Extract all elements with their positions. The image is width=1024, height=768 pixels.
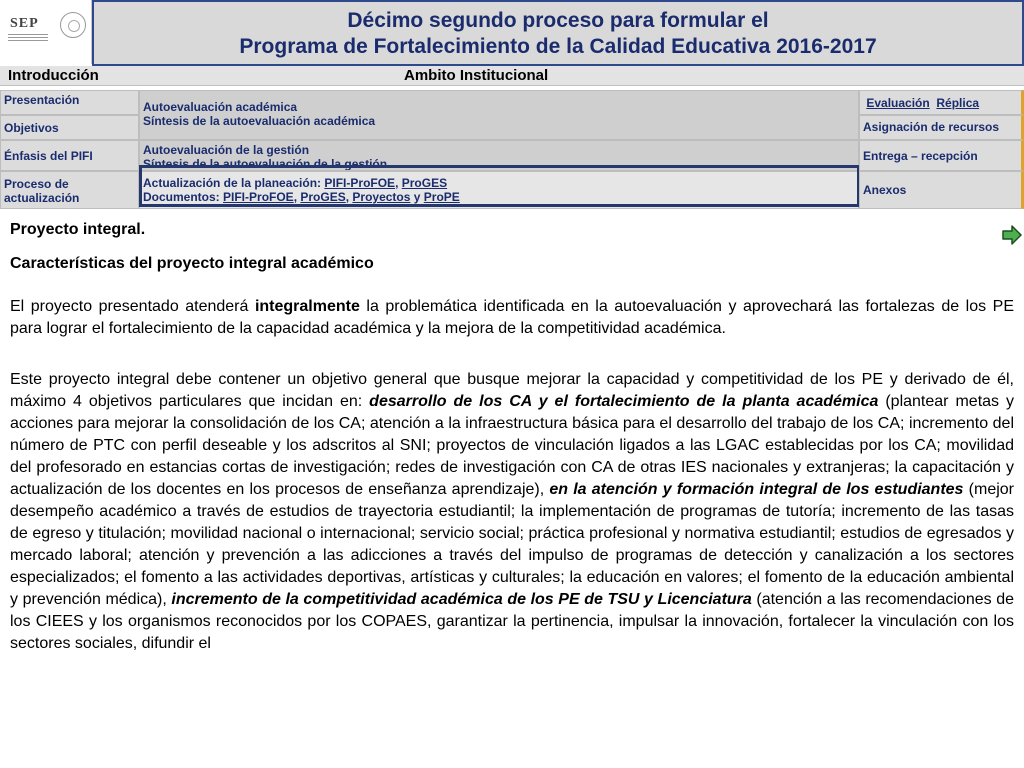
title-line-2: Programa de Fortalecimiento de la Calidad Educativa 2016-2017 (239, 35, 877, 58)
nav-objetivos-label: Objetivos (4, 121, 59, 135)
separator: , (293, 190, 301, 204)
actualizacion-prefix: Actualización de la planeación: (143, 176, 325, 190)
link-doc-prope[interactable]: ProPE (423, 190, 460, 204)
p2-text-2: (plantear metas y acciones para mejorar la consolidación de los CA; atención a la infraestructura básica para el desarrollo del trabajo de los CA; incremento del número de PTC con perfil deseable y los adscritos al SNI; proyectos de vinculación ligados a las LGAC establecidas por los CA; movilidad del profesorado en estancias cortas de investigación; redes de investigación con CA de otras IES nacionales y extranjeras; la capacitación y actualización de los docentes en los procesos de enseñanza aprendizaje), (10, 393, 1015, 498)
link-evaluacion[interactable]: Evaluación (866, 96, 930, 110)
nav-anexos-label: Anexos (863, 183, 907, 197)
nav-autoeval-academica-label[interactable]: Autoevaluación académica (143, 100, 298, 114)
p1-text-a: El proyecto presentado atenderá (10, 298, 255, 315)
nav-entrega[interactable] (859, 140, 1024, 171)
nav-evaluacion-replica (859, 90, 1024, 115)
separator: , (395, 176, 402, 190)
nav-enfasis[interactable] (0, 140, 139, 171)
nav-autoevaluacion-academica[interactable] (139, 90, 859, 140)
nav-sintesis-gestion-label[interactable]: Síntesis de la autoevaluación de la gestión (143, 157, 388, 171)
heading-caracteristicas: Características del proyecto integral académico (10, 255, 374, 272)
link-doc-proges[interactable]: ProGES (300, 190, 346, 204)
link-doc-pifi-profoe[interactable]: PIFI-ProFOE (223, 190, 294, 204)
separator: y (410, 190, 424, 204)
nav-objetivos[interactable] (0, 115, 139, 140)
p2-text-4: (atención a las recomendaciones de los CIEES y los organismos reconocidos por los COPAES, garantizar la pertinencia, impulsar la innovación, fortalecer la vinculación con los sectores sociales, difundir el (10, 591, 1014, 652)
link-replica[interactable]: Réplica (936, 96, 980, 110)
title-banner (92, 0, 1024, 66)
right-arrow-icon[interactable] (1002, 225, 1022, 245)
p2-emphasis-1: desarrollo de los CA y el fortalecimiento de la planta académica (369, 393, 879, 410)
paragraph-2 (10, 369, 1014, 655)
nav-presentacion-label: Presentación (4, 93, 80, 107)
p1-text-c: la problemática identificada en la autoevaluación y aprovechará las fortalezas de los PE para lograr el fortalecimiento de la capacidad académica y la mejora de la competitividad académica. (10, 298, 1014, 337)
section-bar (0, 66, 1024, 86)
nav-documentos-row (143, 190, 855, 204)
logo-lines (8, 34, 48, 42)
nav-presentacion[interactable] (0, 90, 139, 115)
nav-sintesis-academica-label[interactable]: Síntesis de la autoevaluación académica (143, 114, 376, 128)
nav-enfasis-label: Énfasis del PIFI (4, 149, 93, 163)
link-pifi-profoe[interactable]: PIFI-ProFOE (324, 176, 396, 190)
nav-actualizacion-row (143, 176, 855, 190)
p1-emphasis: integralmente (254, 298, 360, 315)
nav-proceso-label: Proceso de actualización (4, 177, 80, 205)
p2-emphasis-2: en la atención y formación integral de los estudiantes (549, 481, 964, 498)
title-line-1: Décimo segundo proceso para formular el (347, 9, 769, 32)
nav-asignacion[interactable] (859, 115, 1024, 140)
logo-area (0, 0, 92, 64)
p2-emphasis-3: incremento de la competitividad académica de los PE de TSU y Licenciatura (171, 591, 752, 608)
p2-text-3: (mejor desempeño académico a través de estudios de trayectoria estudiantil; la implementación de programas de tutoría; incremento de las tasas de egreso y titulación; movilidad nacional o internacional; servicio social; práctica profesional y normativa estudiantil; estudios de egresados y mercado laboral; atención y prevención a las adicciones a través del impulso de programas de detección y canalización a los sectores especializados; el fomento a las actividades deportivas, artísticas y culturales; la educación en valores; el fomento de la educación ambiental y prevención médica), (10, 481, 1014, 608)
nav-autoevaluacion-gestion[interactable] (139, 140, 859, 171)
nav-autoeval-gestion-label[interactable]: Autoevaluación de la gestión (143, 143, 310, 157)
documentos-prefix: Documentos: (143, 190, 224, 204)
sep-logo-text: SEP (10, 16, 39, 31)
intro-label[interactable]: Introducción (8, 67, 99, 84)
link-proges[interactable]: ProGES (401, 176, 448, 190)
heading-proyecto-integral: Proyecto integral. (10, 221, 146, 238)
nav-actualizacion[interactable] (139, 171, 859, 209)
p2-text-1: Este proyecto integral debe contener un objetivo general que busque mejorar la capacidad y competitividad de los PE y derivado de él, máximo 4 objetivos particulares que incidan en: (10, 371, 1014, 410)
ambito-label: Ambito Institucional (404, 67, 549, 84)
nav-proceso[interactable] (0, 171, 139, 209)
nav-anexos[interactable] (859, 171, 1024, 209)
link-doc-proyectos[interactable]: Proyectos (352, 190, 411, 204)
seal-icon (60, 12, 86, 38)
paragraph-1 (10, 296, 1014, 340)
nav-entrega-label: Entrega – recepción (863, 149, 978, 163)
nav-asignacion-label: Asignación de recursos (863, 120, 1000, 134)
separator: , (345, 190, 353, 204)
